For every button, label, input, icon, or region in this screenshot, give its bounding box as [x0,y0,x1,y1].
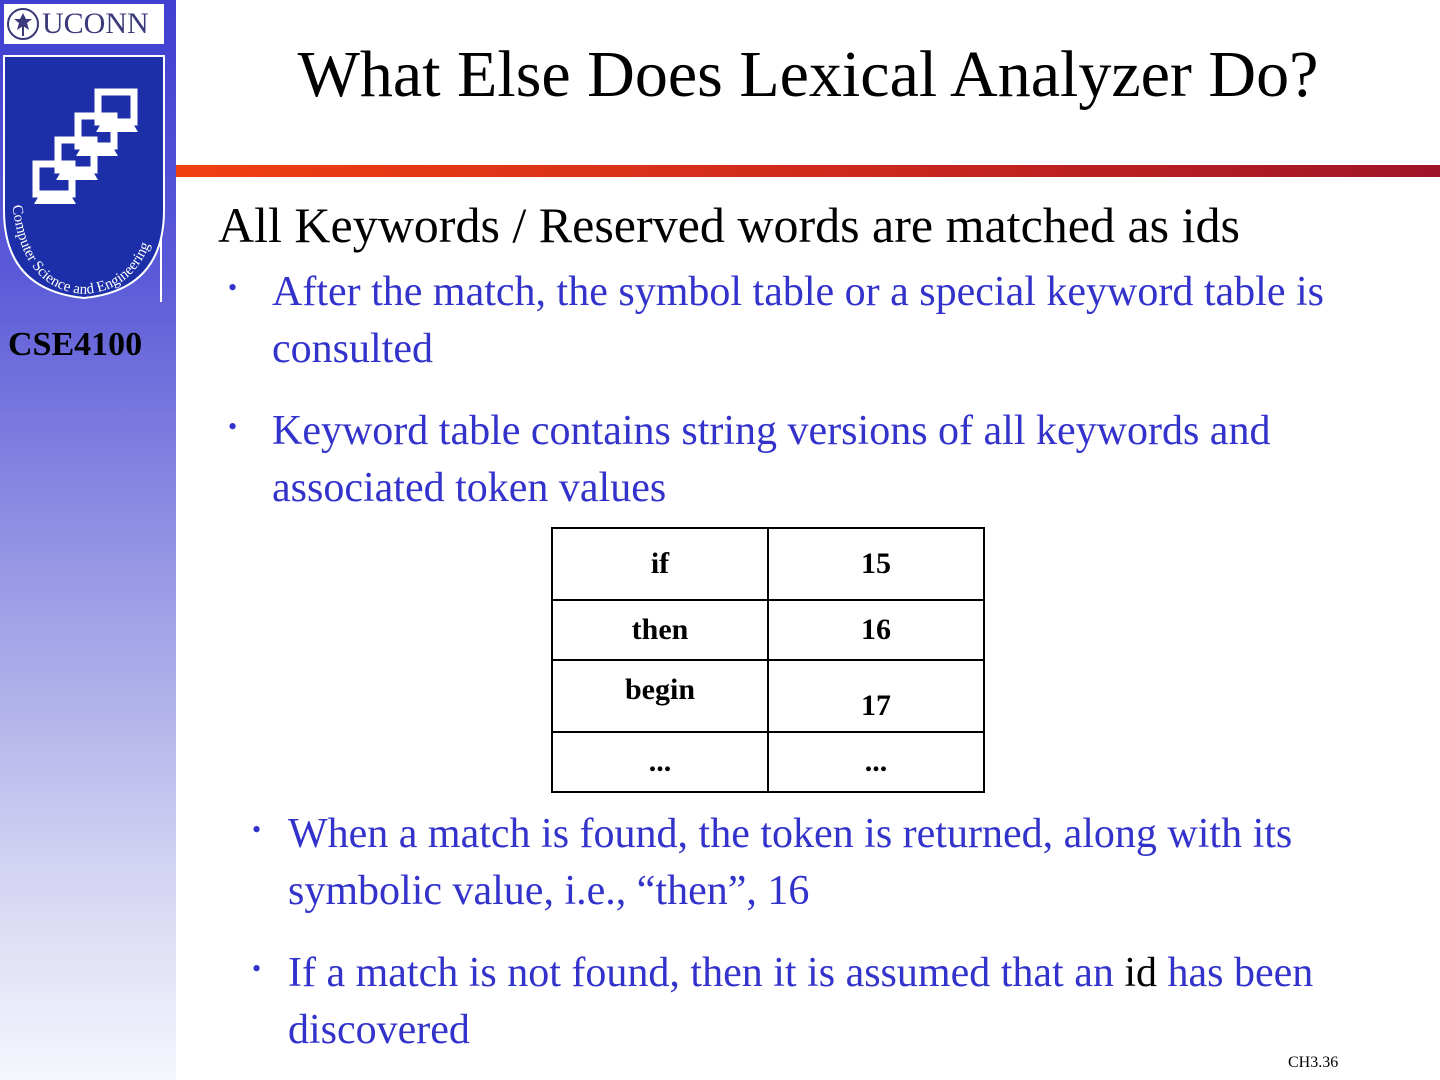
table-cell-value: 15 [768,528,984,600]
course-code-label: CSE4100 [8,326,143,363]
cse-logo-text: Computer Science and Engineering [8,203,154,299]
slide-title: What Else Does Lexical Analyzer Do? [297,38,1319,111]
slide-subheading: All Keywords / Reserved words are matched as ids [218,197,1240,253]
bullet-text: Keyword table contains string versions of all keywords and associated token values [272,408,1271,511]
bullet-text: When a match is found, the token is returned, along with its symbolic value, i.e., “then”, 16 [288,811,1293,914]
table-cell-value: 17 [768,660,984,732]
bullet-text-after: has been discovered [288,950,1314,1053]
keyword-table [551,527,985,793]
table-cell-keyword: then [552,600,768,660]
cse-department-logo [0,50,168,306]
table-cell-keyword: ... [552,732,768,792]
table-cell-value: ... [768,732,984,792]
bullet-text-before: If a match is not found, then it is assumed that an [288,950,1125,996]
bullet-item [228,403,1388,517]
uconn-logo [4,4,164,44]
bullet-dot-icon: • [228,273,238,302]
sidebar [0,0,176,1080]
table-row [552,528,984,600]
table-cell-keyword: begin [552,660,768,732]
table-row [552,660,984,732]
table-row [552,600,984,660]
uconn-logo-text: UCONN [42,7,149,40]
table-cell-keyword: if [552,528,768,600]
bullet-item [252,945,1412,1059]
oak-leaf-seal-icon [6,7,40,41]
page-number: CH3.36 [1288,1054,1339,1071]
bullet-item [252,806,1412,920]
bullet-dot-icon: • [252,954,262,983]
bullet-dot-icon: • [228,412,238,441]
table-cell-value: 16 [768,600,984,660]
bullet-text: After the match, the symbol table or a special keyword table is consulted [272,269,1324,372]
table-row [552,732,984,792]
bullet-item [228,264,1378,378]
id-keyword-highlight: id [1124,950,1158,996]
title-divider [176,165,1440,177]
bullet-dot-icon: • [252,815,262,844]
